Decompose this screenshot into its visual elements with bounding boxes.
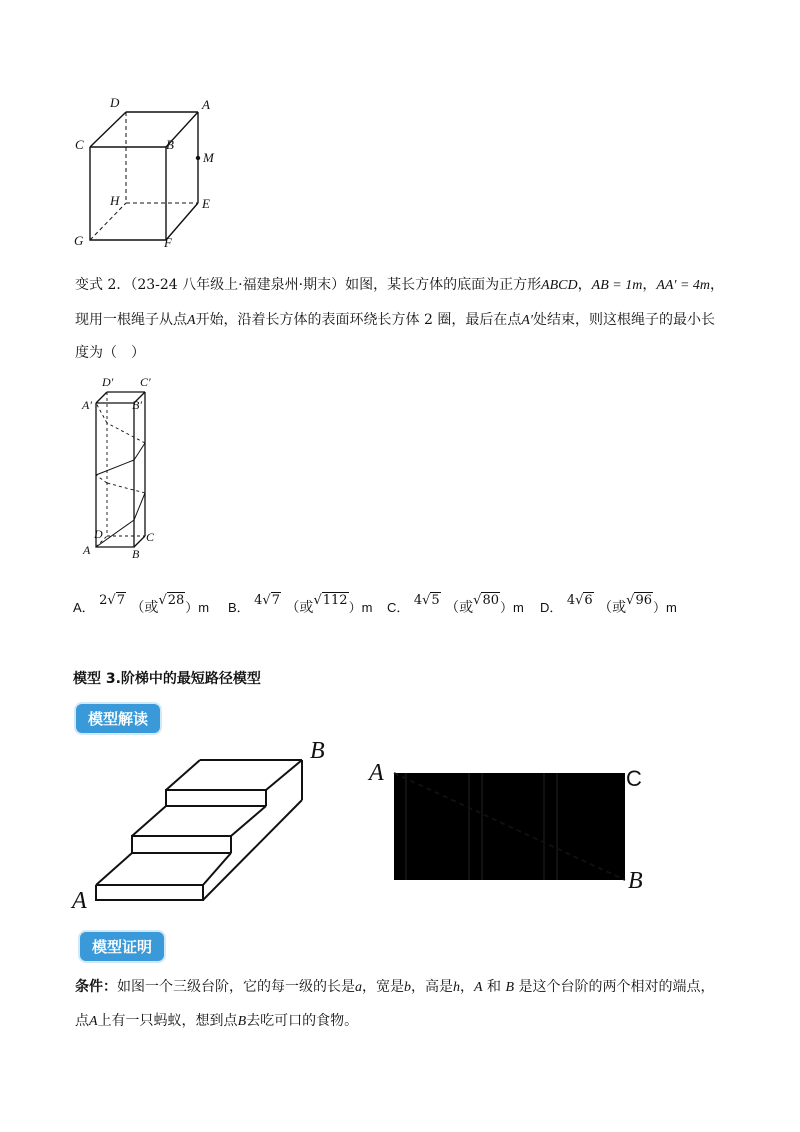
badge-model-explain: 模型解读 [76,704,160,733]
var-abcd: ABCD [541,278,578,293]
var-A: A [474,980,483,995]
label-d-prime: D′ [102,375,114,389]
comma: ， [710,277,725,293]
label-g: G [74,233,84,248]
var-B: B [505,980,515,995]
alt-radicand: 80 [482,593,499,608]
label-c-prime: C′ [140,375,151,389]
figure-cuboid [70,95,240,255]
label-e: E [202,196,210,211]
condition-text: 点 [75,1013,89,1029]
staircase-drawing [70,740,330,920]
unfold-label-b: B [628,868,643,894]
label-d2: D [94,527,103,541]
label-a2: A [83,543,91,557]
var-aa: AA′ = 4m [656,278,711,293]
condition-line1 [75,977,714,998]
var-A: A [89,1014,98,1029]
coef: 4 [254,593,263,608]
radicand: 5 [431,593,440,608]
alt-close: ）m [500,600,524,615]
alt-open: （或 [285,600,314,616]
variant2-line3: 度为（ ） [75,345,145,361]
radicand: 7 [271,593,280,608]
figure-tall-cuboid [80,375,170,565]
model3-heading: 模型 3.阶梯中的最短路径模型 [73,671,261,687]
badge-model-proof: 模型证明 [80,932,164,961]
label-m: M [203,150,214,165]
label-f: F [164,235,172,250]
alt-close: ）m [653,600,677,615]
var-b: b [404,980,411,995]
condition-line2 [75,1011,358,1032]
coef: 4 [566,593,576,608]
variant2-text-b: 现用一根绳子从点 [75,312,187,328]
alt-radicand: 28 [167,593,185,608]
variant2-line1 [75,275,724,296]
radicand: 6 [584,593,593,608]
coef: 2 [99,593,108,608]
label-c2: C [146,530,155,544]
condition-text: 是这个台阶的两个相对的端点， [514,979,715,995]
unfolded-drawing [360,750,660,900]
comma: ， [642,277,657,293]
var-point-a-prime: A′ [521,313,533,328]
alt-close: ）m [185,600,210,615]
condition-text: 上有一只蚂蚁，想到点 [97,1013,238,1029]
var-a: a [355,980,362,995]
figure-unfolded [360,750,660,900]
alt-open: （或 [445,600,474,616]
option-a[interactable]: A． 2√7 （或√28）m [73,593,210,616]
alt-radicand: 112 [322,593,348,608]
option-b[interactable]: B． 4√7 （或√112）m [228,593,373,616]
comma: ， [577,277,592,293]
var-h: h [453,980,460,995]
condition-text: 去吃可口的食物。 [246,1013,359,1029]
cuboid-drawing [70,95,240,255]
variant2-source: （23-24 八年级上·福建泉州·期末） [130,277,346,293]
option-d[interactable]: D． 4√6 （或√96）m [540,593,677,616]
variant2-text-c: 开始，沿着长方体的表面环绕长方体 2 圈，最后在点 [195,312,522,328]
condition-text: 和 [482,979,506,995]
label-b-prime: B′ [132,398,142,412]
condition-text: 如图一个三级台阶，它的每一级的长是 [117,979,355,995]
alt-radicand: 96 [635,593,652,608]
condition-text: ，高是 [411,979,453,995]
alt-open: （或 [598,600,627,616]
unfold-label-c: C [626,766,642,791]
option-letter: D． [540,600,563,615]
radicand: 7 [116,593,125,608]
var-ab: AB = 1m [591,278,643,293]
label-a: A [202,97,210,112]
stair-label-a: A [72,888,87,914]
figure-staircase [70,740,330,920]
variant2-text-d: 处结束，则这根绳子的最小长 [533,312,715,328]
label-a-prime: A′ [82,398,92,412]
label-b: B [166,137,174,152]
variant2-text-a: 如图，某长方体的底面为正方形 [345,277,542,293]
condition-text: ， [460,979,474,995]
condition-text: ，宽是 [362,979,404,995]
label-h: H [110,193,120,208]
label-b2: B [132,547,140,561]
condition-label: 条件： [75,979,117,995]
label-d: D [110,95,120,110]
option-c[interactable]: C． 4√5 （或√80）m [387,593,524,616]
variant2-prefix: 变式 2． [75,277,131,293]
option-letter: A． [73,600,95,615]
var-point-a: A [187,313,196,328]
label-c: C [75,137,84,152]
var-B: B [237,1014,247,1029]
coef: 4 [413,593,423,608]
stair-label-b: B [310,738,325,764]
alt-open: （或 [130,600,159,616]
variant2-line2 [75,310,715,331]
unfold-label-a: A [369,760,384,786]
alt-close: ）m [348,600,373,615]
option-letter: B． [228,600,250,615]
options-row [73,593,733,628]
option-letter: C． [387,600,410,615]
